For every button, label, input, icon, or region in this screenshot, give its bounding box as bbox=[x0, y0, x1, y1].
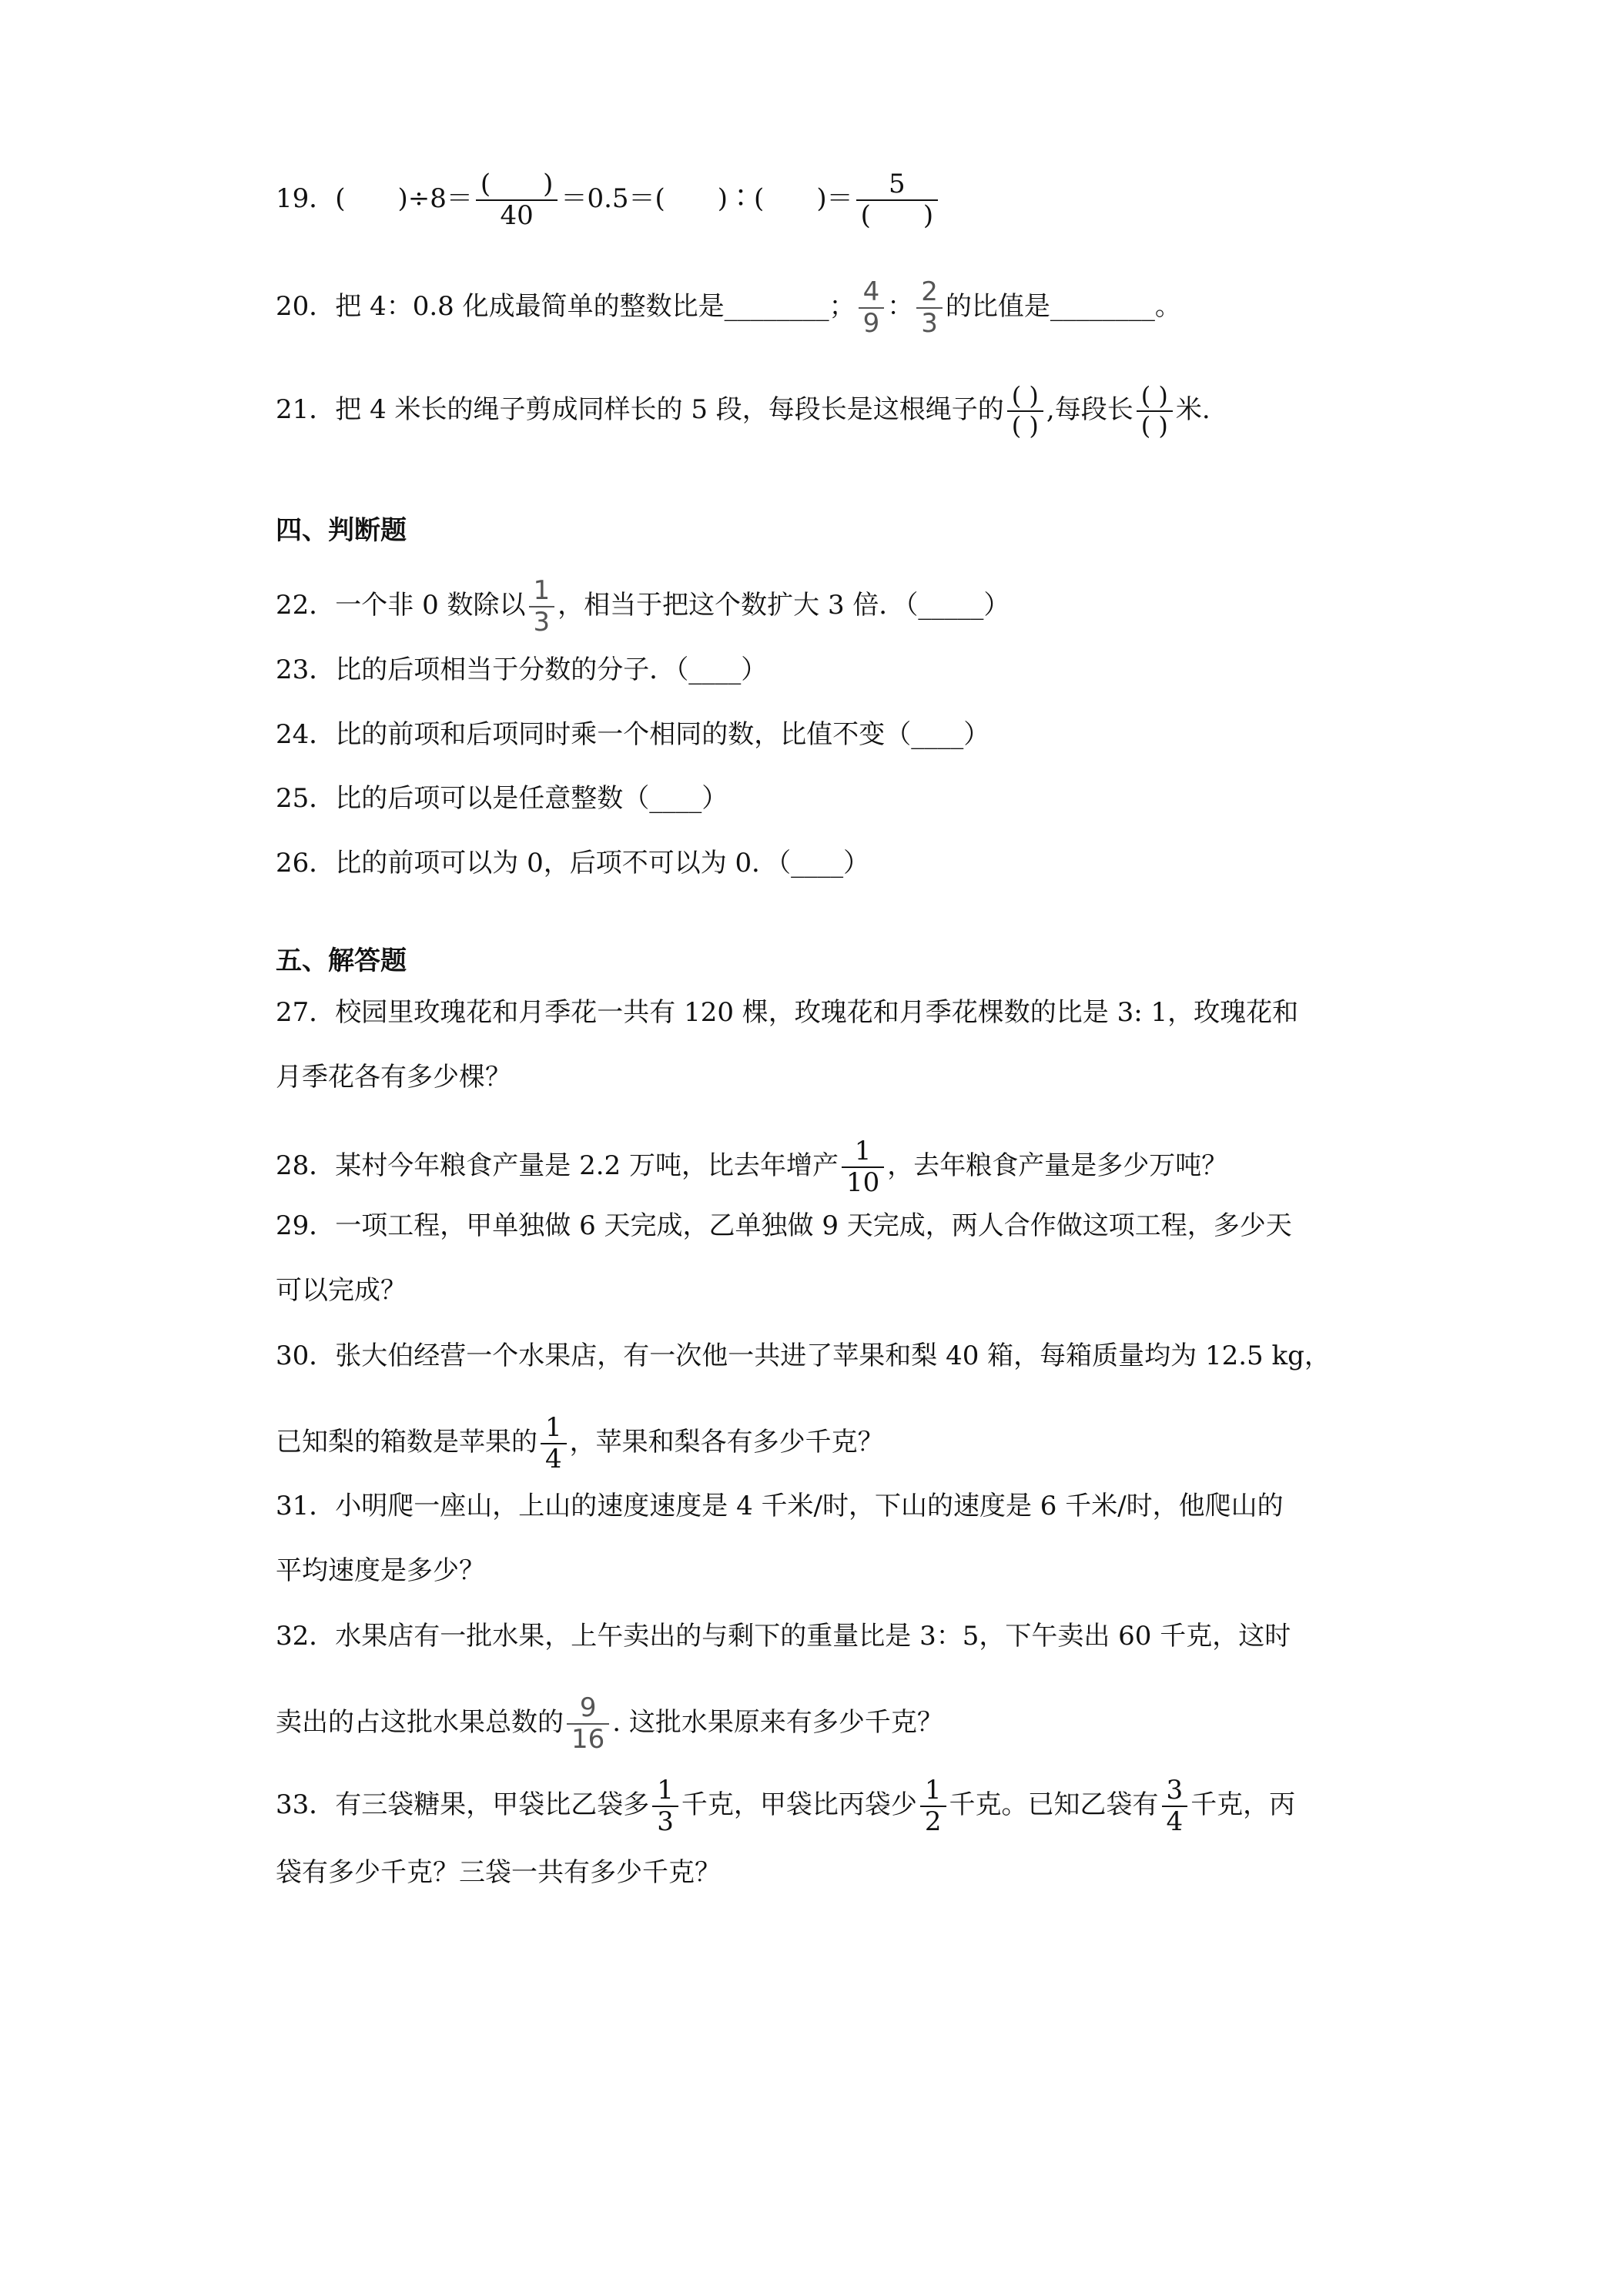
question-text: 卖出的占这批水果总数的 bbox=[276, 1707, 564, 1739]
question-text: ，苹果和梨各有多少千克？ bbox=[569, 1427, 884, 1458]
fraction-1-4 bbox=[541, 1413, 567, 1474]
question-number: 28． bbox=[276, 1150, 336, 1182]
question-text: 已知梨的箱数是苹果的 bbox=[276, 1427, 537, 1458]
question-text: ＝0.5＝( )∶( )＝ bbox=[561, 183, 853, 215]
section-heading-answers: 五、解答题 bbox=[276, 946, 407, 976]
fraction-denominator: 4 bbox=[1166, 1806, 1184, 1838]
question-number: 27． bbox=[276, 997, 336, 1028]
fraction-denominator: 16 bbox=[571, 1724, 605, 1755]
ratio-colon: ： bbox=[887, 291, 914, 323]
question-number: 21． bbox=[276, 393, 336, 425]
question-number: 29． bbox=[276, 1210, 336, 1241]
question-30 bbox=[276, 1339, 1369, 1373]
fraction-1-3 bbox=[529, 576, 555, 638]
question-number: 25． bbox=[276, 783, 336, 814]
question-20 bbox=[276, 277, 1369, 339]
fraction-denominator: ( ) bbox=[1011, 410, 1039, 440]
fraction-denominator: 4 bbox=[545, 1444, 562, 1475]
question-number: 30． bbox=[276, 1340, 336, 1371]
question-text: 一项工程，甲单独做 6 天完成，乙单独做 9 天完成，两人合作做这项工程，多少天 bbox=[335, 1210, 1292, 1241]
question-text: 小明爬一座山，上山的速度速度是 4 千米/时，下山的速度是 6 千米/时，他爬山的 bbox=[335, 1491, 1284, 1521]
fraction-numerator: 1 bbox=[842, 1136, 884, 1168]
fraction-numerator: 4 bbox=[859, 277, 885, 309]
question-text: 千克，丙 bbox=[1190, 1789, 1296, 1821]
fraction-numerator: 3 bbox=[1162, 1776, 1188, 1807]
fraction-denominator: ( ) bbox=[1140, 410, 1168, 440]
question-text: 校园里玫瑰花和月季花一共有 120 棵，玫瑰花和月季花棵数的比是 3: 1，玫瑰花和 bbox=[335, 997, 1299, 1028]
fraction-blank-over-40 bbox=[476, 169, 558, 231]
question-32 bbox=[276, 1619, 1369, 1653]
question-19 bbox=[276, 169, 1369, 231]
fraction-numerator: 1 bbox=[541, 1413, 567, 1444]
question-number: 19． bbox=[276, 183, 336, 215]
question-number: 22． bbox=[276, 590, 336, 621]
fraction-denominator: 3 bbox=[533, 607, 551, 638]
fraction-9-16 bbox=[567, 1693, 609, 1755]
fraction-4-9 bbox=[859, 277, 885, 339]
question-32-continued bbox=[276, 1693, 1369, 1755]
fraction-blank bbox=[1007, 382, 1043, 440]
fraction-denominator: 3 bbox=[921, 308, 938, 340]
fraction-numerator: ( ) bbox=[1007, 382, 1043, 412]
question-text: 米. bbox=[1175, 393, 1210, 425]
question-33 bbox=[276, 1776, 1369, 1837]
question-27-continued: 月季花各有多少棵？ bbox=[276, 1062, 511, 1093]
fraction-numerator: 1 bbox=[920, 1776, 946, 1807]
fraction-denominator: 10 bbox=[845, 1167, 880, 1199]
question-text: 有三袋糖果，甲袋比乙袋多 bbox=[335, 1789, 650, 1821]
fraction-numerator: ( ) bbox=[1137, 382, 1173, 412]
question-28 bbox=[276, 1136, 1369, 1198]
question-33-continued: 袋有多少千克？三袋一共有多少千克？ bbox=[276, 1857, 721, 1888]
question-31-continued: 平均速度是多少？ bbox=[276, 1555, 485, 1586]
question-30-continued bbox=[276, 1413, 1369, 1474]
fraction-3-4 bbox=[1162, 1776, 1188, 1837]
question-text: 比的前项可以为 0，后项不可以为 0．（____） bbox=[335, 848, 870, 879]
question-text: 千克。已知乙袋有 bbox=[949, 1789, 1159, 1821]
fraction-5-over-blank bbox=[856, 169, 939, 231]
fraction-denominator: 9 bbox=[862, 308, 880, 340]
question-number: 26． bbox=[276, 848, 336, 879]
question-text: ,每段长 bbox=[1046, 393, 1133, 425]
question-number: 33． bbox=[276, 1789, 336, 1821]
question-text: 把 4：0.8 化成最简单的整数比是________； bbox=[335, 291, 856, 323]
question-22 bbox=[276, 576, 1369, 638]
question-text: 千克，甲袋比丙袋少 bbox=[681, 1789, 917, 1821]
question-text: 把 4 米长的绳子剪成同样长的 5 段，每段长是这根绳子的 bbox=[335, 393, 1004, 425]
fraction-numerator: ( ) bbox=[476, 169, 558, 201]
fraction-2-3 bbox=[916, 277, 943, 339]
question-text: 水果店有一批水果，上午卖出的与剩下的重量比是 3：5，下午卖出 60 千克，这时 bbox=[335, 1621, 1291, 1652]
question-text: ，去年粮食产量是多少万吨？ bbox=[887, 1150, 1228, 1182]
fraction-numerator: 9 bbox=[567, 1693, 609, 1725]
fraction-numerator: 5 bbox=[856, 169, 939, 201]
fraction-1-3 bbox=[652, 1776, 678, 1837]
question-text: . 这批水果原来有多少千克？ bbox=[612, 1707, 943, 1739]
question-text: 一个非 0 数除以 bbox=[335, 590, 526, 621]
question-27 bbox=[276, 996, 1369, 1029]
fraction-denominator: ( ) bbox=[860, 200, 934, 232]
question-29-continued: 可以完成？ bbox=[276, 1275, 407, 1306]
question-number: 24． bbox=[276, 719, 336, 750]
question-text: 比的前项和后项同时乘一个相同的数，比值不变（____） bbox=[335, 719, 990, 750]
fraction-numerator: 1 bbox=[529, 576, 555, 607]
question-26 bbox=[276, 846, 1369, 880]
fraction-denominator: 3 bbox=[657, 1806, 674, 1838]
question-number: 32． bbox=[276, 1621, 336, 1652]
question-number: 20． bbox=[276, 291, 336, 323]
question-text: 比的后项可以是任意整数（____） bbox=[335, 783, 728, 814]
question-24 bbox=[276, 718, 1369, 751]
question-number: 31． bbox=[276, 1491, 336, 1521]
question-text: ( )÷8＝ bbox=[335, 183, 473, 215]
fraction-1-2 bbox=[920, 1776, 946, 1837]
fraction-numerator: 2 bbox=[916, 277, 943, 309]
question-text: 比的后项相当于分数的分子．（____） bbox=[335, 654, 768, 685]
question-number: 23． bbox=[276, 654, 336, 685]
question-25 bbox=[276, 782, 1369, 815]
question-21 bbox=[276, 382, 1369, 440]
fraction-blank bbox=[1137, 382, 1173, 440]
question-text: ，相当于把这个数扩大 3 倍．（_____） bbox=[558, 590, 1010, 621]
fraction-numerator: 1 bbox=[652, 1776, 678, 1807]
question-31 bbox=[276, 1489, 1369, 1523]
question-23 bbox=[276, 653, 1369, 687]
fraction-denominator: 40 bbox=[500, 200, 534, 232]
fraction-denominator: 2 bbox=[924, 1806, 942, 1838]
fraction-1-10 bbox=[842, 1136, 884, 1198]
question-text: 张大伯经营一个水果店，有一次他一共进了苹果和梨 40 箱，每箱质量均为 12.5 kg， bbox=[335, 1340, 1331, 1371]
question-text: 的比值是________。 bbox=[945, 291, 1181, 323]
question-text: 某村今年粮食产量是 2.2 万吨，比去年增产 bbox=[335, 1150, 839, 1182]
section-heading-judgement: 四、判断题 bbox=[276, 515, 407, 546]
question-29 bbox=[276, 1209, 1369, 1243]
